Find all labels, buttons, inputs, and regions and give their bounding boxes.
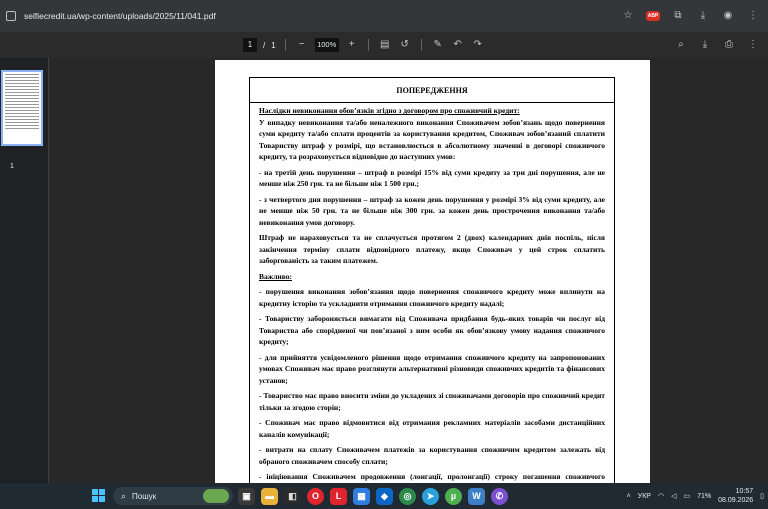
telegram-icon[interactable]: ➤ bbox=[422, 488, 439, 505]
store-icon[interactable]: ▦ bbox=[353, 488, 370, 505]
more-options-icon[interactable]: ⋮ bbox=[748, 39, 758, 50]
viber-icon[interactable]: ✆ bbox=[491, 488, 508, 505]
lastpass-icon[interactable]: L bbox=[330, 488, 347, 505]
section-heading: Наслідки невиконання обов’язків згідно з договором про споживчий кредит: bbox=[259, 106, 520, 115]
battery-percent: 71% bbox=[697, 492, 712, 500]
penalty-rule-2: - з четвертого дня порушення – штраф за кожен день порушення у розмірі 3% від суми кредиту, але не менше ніж 50 грн. та не більше ніж 300 грн. за кожен день прострочення виконання та/або невиконання умов договору. bbox=[259, 194, 605, 227]
search-placeholder: Пошук bbox=[132, 491, 157, 501]
undo-icon[interactable]: ↶ bbox=[453, 39, 462, 50]
system-clock[interactable] bbox=[718, 487, 753, 505]
zoom-in-button[interactable]: + bbox=[348, 39, 355, 50]
important-item: - порушення виконання зобов’язання щодо повернення споживчого кредиту може вплинути на кредитну історію та ускладнити отримання споживчого кредиту надалі; bbox=[259, 287, 605, 308]
sidebar-divider bbox=[48, 58, 49, 483]
important-item: - витрати на сплату Споживачем платежів за користування споживчим кредитом залежать від обраного споживачем способу сплати; bbox=[259, 445, 605, 466]
important-item: - Товариство має право вносити зміни до укладених зі споживачами договорів про споживчий кредит тільки за згодою сторін; bbox=[259, 391, 605, 412]
taskbar-search[interactable] bbox=[113, 487, 233, 505]
language-indicator[interactable]: УКР bbox=[637, 492, 651, 500]
menu-icon[interactable]: ⋮ bbox=[748, 10, 758, 21]
page-total: 1 bbox=[271, 40, 276, 50]
thumbnail-page-number: 1 bbox=[10, 163, 14, 170]
notifications-icon[interactable]: ▯ bbox=[760, 493, 764, 500]
important-item: - для прийняття усвідомленого рішення щодо отримання споживчого кредиту на запропонованих умовах Споживач має право розглянути альтернативні різновиди споживчих кредитів та фінансових установ; bbox=[259, 352, 605, 385]
warning-box bbox=[249, 77, 615, 483]
rotate-icon[interactable]: ↺ bbox=[400, 39, 409, 50]
pdf-viewer bbox=[0, 58, 768, 483]
download-icon[interactable]: ⤓ bbox=[702, 39, 708, 50]
penalty-grace-rule: Штраф не нараховується та не сплачується протягом 2 (двох) календарних днів поспіль, після закінчення терміну сплати відповідного платежу, якщо Споживач у цей строк сплатить заборгованість за таким платежем. bbox=[259, 233, 605, 265]
search-icon: ⌕ bbox=[121, 490, 127, 501]
search-highlight-icon bbox=[203, 489, 229, 503]
profile-icon[interactable]: ◉ bbox=[723, 10, 733, 21]
start-button[interactable] bbox=[92, 489, 105, 502]
volume-icon[interactable]: ◁ bbox=[671, 493, 677, 500]
clock-date: 08.09.2026 bbox=[718, 497, 754, 504]
toolbar-divider bbox=[421, 39, 422, 51]
wifi-icon[interactable]: ◠ bbox=[657, 493, 665, 500]
url-text[interactable]: selfiecredit.ua/wp-content/uploads/2025/11/041.pdf bbox=[24, 11, 216, 21]
url-field[interactable] bbox=[6, 5, 216, 27]
site-info-icon[interactable] bbox=[6, 11, 16, 21]
page-separator: / bbox=[263, 40, 266, 50]
important-heading: Важливо: bbox=[259, 271, 292, 281]
document-body bbox=[250, 103, 614, 483]
pdf-toolbar bbox=[0, 32, 768, 58]
downloads-icon[interactable]: ⤓ bbox=[700, 10, 706, 21]
annotate-pen-icon[interactable]: ✎ bbox=[433, 39, 442, 50]
thumbnail-sidebar bbox=[0, 58, 48, 483]
opera-icon[interactable]: O bbox=[307, 488, 324, 505]
page-number-input[interactable]: 1 bbox=[243, 38, 257, 52]
penalty-rule-1: - на третій день порушення – штраф в розмірі 15% від суми кредиту за три дні порушення, але не менше ніж 250 грн. та не більше ніж 1 500 грн.; bbox=[259, 167, 605, 188]
toolbar-divider bbox=[368, 39, 369, 51]
windows-taskbar bbox=[0, 483, 768, 509]
fit-page-icon[interactable]: ▤ bbox=[379, 39, 390, 50]
dropbox-icon[interactable]: ◆ bbox=[376, 488, 393, 505]
chrome-icon[interactable]: ◎ bbox=[399, 488, 416, 505]
intro-paragraph: У випадку невиконання та/або неналежного виконання Споживачем зобов’язань щодо повернення суми кредиту та/або сплати процентів за користування кредитом, Споживач зобов’язаний сплатити Товариству штраф у розмірі, що встановлюється в абсолютному значенні в договорі споживчого кредиту, та розраховується відповідно до наступних умов: bbox=[259, 117, 605, 161]
utorrent-icon[interactable]: µ bbox=[445, 488, 462, 505]
extensions-icon[interactable]: ⧉ bbox=[674, 10, 682, 21]
toolbar-divider bbox=[285, 39, 286, 51]
important-item: - Товариству забороняється вимагати від Споживача придбання будь-яких товарів чи послуг від Товариства або спорідненої чи пов’язаної з ним особи як обов’язкову умову надання споживчого кредиту; bbox=[259, 314, 605, 346]
document-title: ПОПЕРЕДЖЕННЯ bbox=[250, 78, 614, 103]
app-window-icon[interactable]: ◧ bbox=[284, 488, 301, 505]
important-item: - ініціювання Споживачем продовження (лонгації, пролонгації) строку погашення споживчого bbox=[259, 472, 605, 481]
zoom-level-input[interactable]: 100% bbox=[315, 38, 339, 52]
word-icon[interactable]: W bbox=[468, 488, 485, 505]
file-explorer-icon[interactable]: ▬ bbox=[261, 488, 278, 505]
page-thumbnail[interactable] bbox=[1, 70, 43, 146]
zoom-out-button[interactable]: − bbox=[298, 39, 305, 50]
browser-address-bar bbox=[0, 0, 768, 32]
pdf-page bbox=[215, 60, 650, 483]
print-icon[interactable]: ⎙ bbox=[725, 39, 733, 50]
adblock-extension-icon[interactable]: ABP bbox=[647, 13, 659, 19]
task-view-icon[interactable]: ▣ bbox=[238, 488, 255, 505]
clock-time: 10:57 bbox=[735, 488, 754, 495]
bookmark-star-icon[interactable]: ☆ bbox=[623, 10, 633, 21]
important-item: - Споживач має право відмовитися від отримання рекламних матеріалів засобами дистанційних каналів комунікації; bbox=[259, 418, 605, 439]
redo-icon[interactable]: ↷ bbox=[473, 39, 482, 50]
battery-icon[interactable]: ▭ bbox=[683, 493, 691, 500]
tray-chevron-icon[interactable]: ˄ bbox=[626, 492, 631, 500]
search-document-icon[interactable]: ⌕ bbox=[678, 39, 684, 50]
